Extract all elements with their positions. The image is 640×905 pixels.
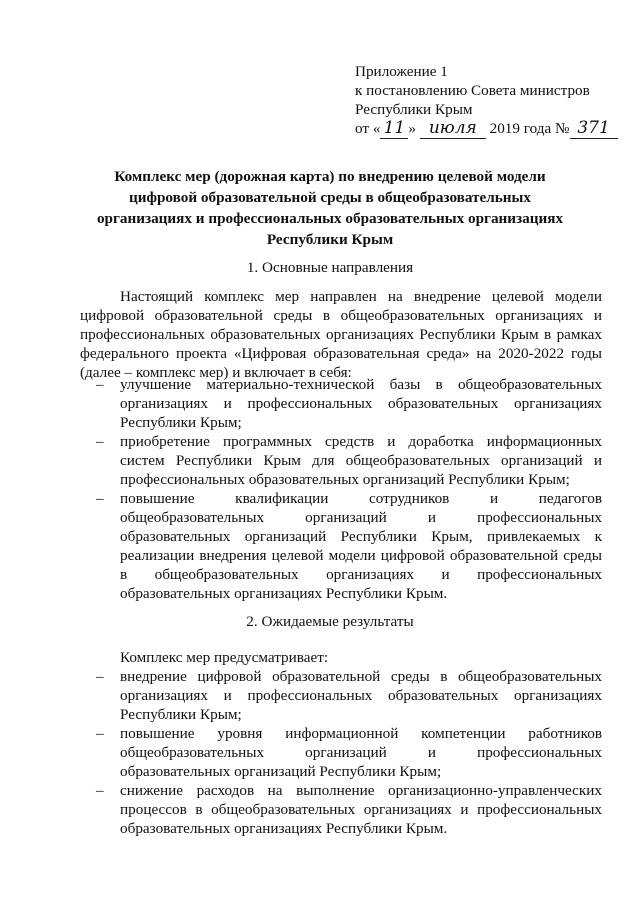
section-2-list bbox=[80, 667, 602, 838]
section-2-intro: Комплекс мер предусматривает: bbox=[120, 649, 329, 666]
list-item bbox=[80, 375, 602, 432]
dash-bullet: – bbox=[96, 668, 104, 685]
list-item bbox=[80, 781, 602, 838]
date-prefix: от « bbox=[355, 120, 381, 137]
handwritten-month: июля bbox=[420, 119, 486, 139]
date-mid: » bbox=[408, 120, 417, 137]
section-1-intro: Настоящий комплекс мер направлен на внедрение целевой модели цифровой образовательной среды в общеобразовательных организациях и профессиональных образовательных организациях Республики Крым в рамках федерального проекта «Цифровая образовательная среда» на 2020-2022 годы (далее – комплекс мер) и включает в себя: bbox=[80, 288, 602, 381]
list-item-text: улучшение материально-технической базы в общеобразовательных организациях и профессиональных образовательных организациях Республики Крым; bbox=[120, 376, 602, 431]
appendix-label: Приложение 1 bbox=[355, 63, 448, 80]
section-1-list bbox=[80, 375, 602, 603]
list-item bbox=[80, 724, 602, 781]
dash-bullet: – bbox=[96, 490, 104, 507]
list-item bbox=[80, 432, 602, 489]
list-item-text: повышение квалификации сотрудников и педагогов общеобразовательных организаций и профессиональных образовательных организаций Республики Крым, привлекаемых к реализации внедрения целевой модели цифровой образовательной среды в общеобразовательных организациях и профессиональных образовательных организациях Республики Крым. bbox=[120, 490, 602, 602]
dash-bullet: – bbox=[96, 725, 104, 742]
section-heading-1: 1. Основные направления bbox=[246, 259, 414, 276]
list-item-text: внедрение цифровой образовательной среды в общеобразовательных организациях и профессиональных образовательных организациях Республики Крым; bbox=[120, 668, 602, 723]
appendix-date-line bbox=[355, 119, 635, 139]
dash-bullet: – bbox=[96, 782, 104, 799]
document-title: Комплекс мер (дорожная карта) по внедрению целевой модели цифровой образовательной среды в общеобразовательных организациях и профессиональных образовательных организациях Республики Крым bbox=[96, 168, 564, 248]
appendix-resolution: к постановлению Совета министров bbox=[355, 82, 590, 99]
list-item bbox=[80, 667, 602, 724]
list-item-text: снижение расходов на выполнение организационно-управленческих процессов в общеобразовательных организациях и профессиональных образовательных организациях Республики Крым. bbox=[120, 782, 602, 837]
dash-bullet: – bbox=[96, 433, 104, 450]
handwritten-number: 371 bbox=[570, 119, 618, 139]
dash-bullet: – bbox=[96, 376, 104, 393]
list-item bbox=[80, 489, 602, 603]
year-text: 2019 года № bbox=[489, 120, 570, 137]
list-item-text: повышение уровня информационной компетенции работников общеобразовательных организаций и профессиональных образовательных организаций Республики Крым; bbox=[120, 725, 602, 780]
appendix-header bbox=[355, 62, 635, 139]
list-item-text: приобретение программных средств и доработка информационных систем Республики Крым для общеобразовательных организаций и профессиональных образовательных организаций Республики Крым; bbox=[120, 433, 602, 488]
section-heading-2: 2. Ожидаемые результаты bbox=[246, 613, 414, 630]
handwritten-day: 11 bbox=[380, 119, 408, 139]
appendix-republic: Республики Крым bbox=[355, 101, 473, 118]
